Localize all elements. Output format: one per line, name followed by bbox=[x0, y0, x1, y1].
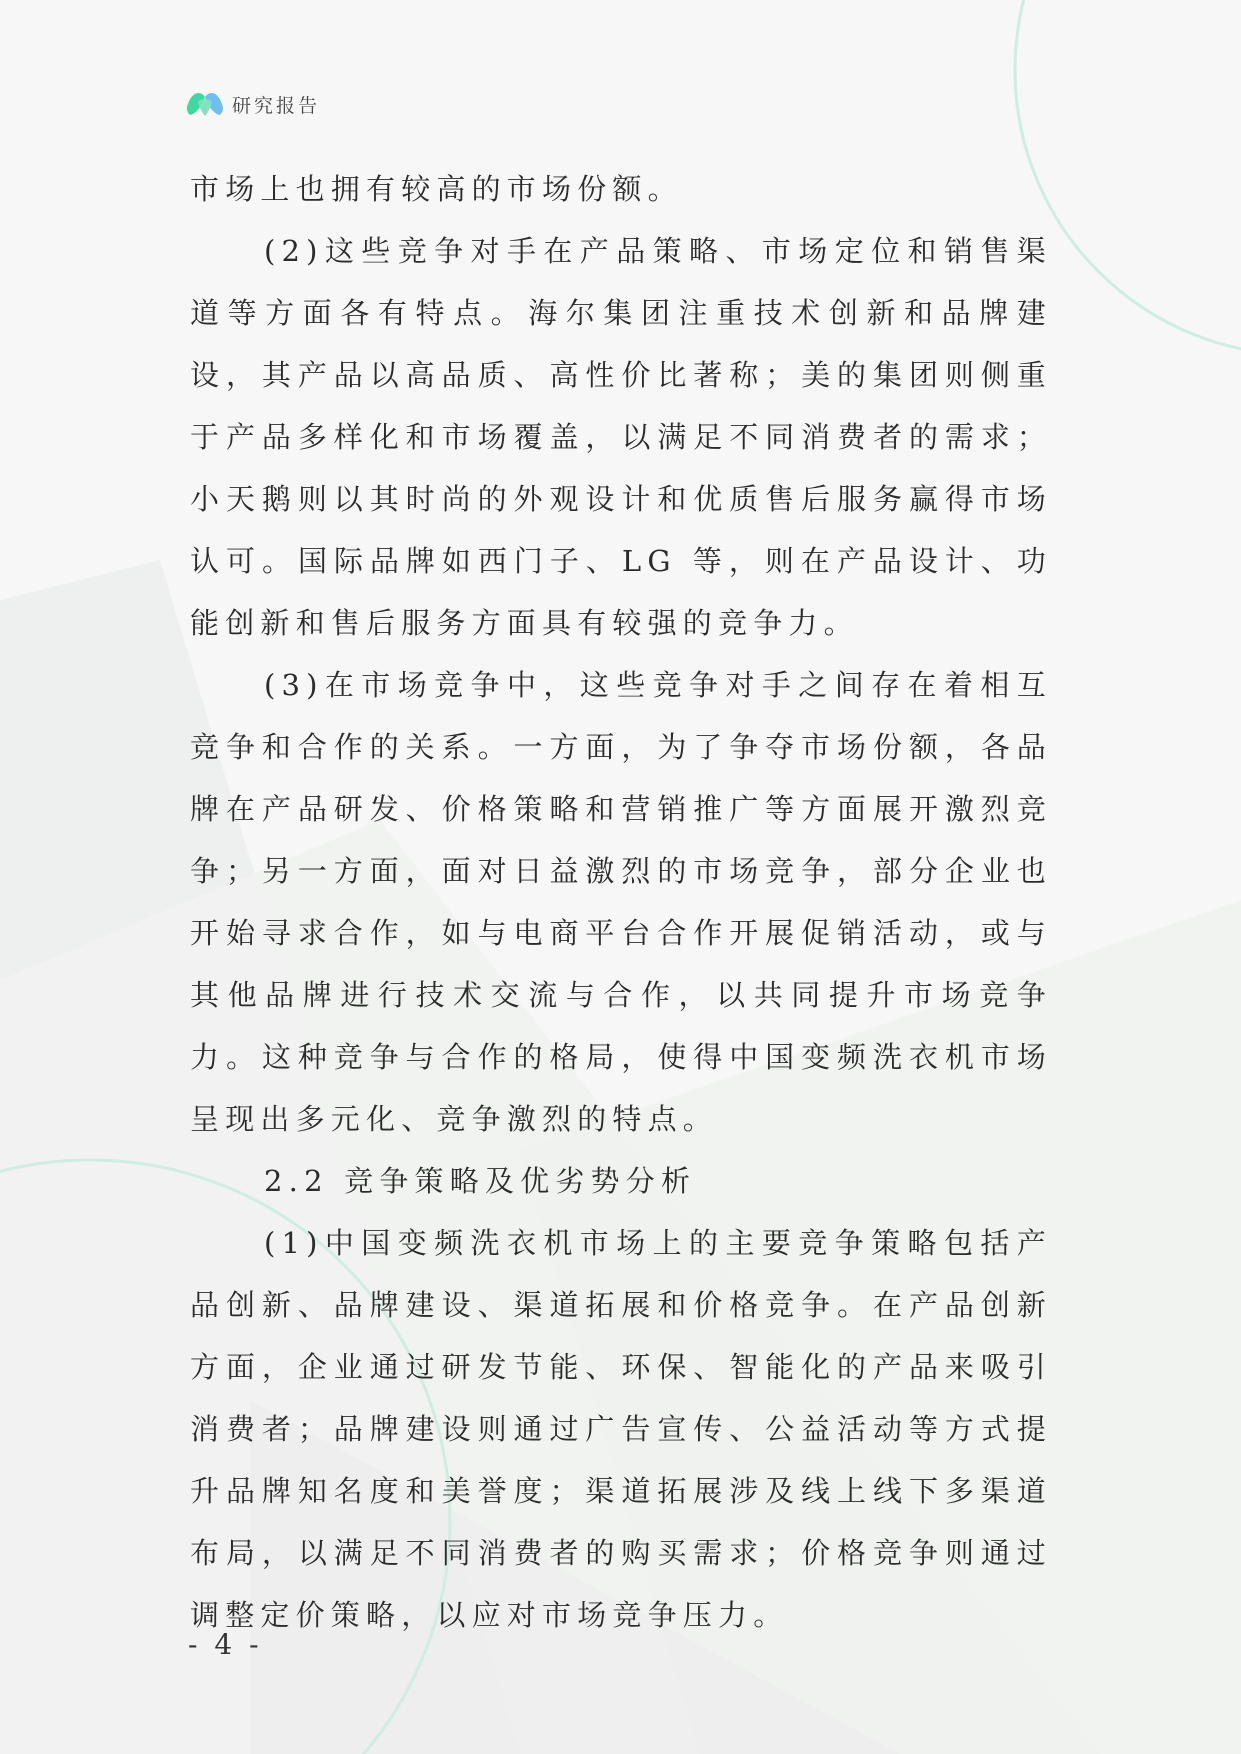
leaf-logo-icon bbox=[186, 88, 224, 120]
paragraph-competitive-strategies: (1)中国变频洗衣机市场上的主要竞争策略包括产品创新、品牌建设、渠道拓展和价格竞争。在产品创新方面，企业通过研发节能、环保、智能化的产品来吸引消费者；品牌建设则通过广告宣传、公益活动等方式提升品牌知名度和美誉度；渠道拓展涉及线上线下多渠道布局，以满足不同消费者的购买需求；价格竞争则通过调整定价策略，以应对市场竞争压力。 bbox=[190, 1226, 1052, 1632]
page-header bbox=[186, 88, 320, 120]
section-heading: 2.2 竞争策略及优劣势分析 bbox=[264, 1164, 697, 1198]
paragraph-competitor-features: (2)这些竞争对手在产品策略、市场定位和销售渠道等方面各有特点。海尔集团注重技术创新和品牌建设，其产品以高品质、高性价比著称；美的集团则侧重于产品多样化和市场覆盖，以满足不同消费者的需求；小天鹅则以其时尚的外观设计和优质售后服务赢得市场认可。国际品牌如西门子、LG 等，则在产品设计、功能创新和售后服务方面具有较强的竞争力。 bbox=[190, 234, 1052, 640]
header-title: 研究报告 bbox=[232, 94, 321, 117]
paragraph-competition-cooperation: (3)在市场竞争中，这些竞争对手之间存在着相互竞争和合作的关系。一方面，为了争夺市场份额，各品牌在产品研发、价格策略和营销推广等方面展开激烈竞争；另一方面，面对日益激烈的市场竞争，部分企业也开始寻求合作，如与电商平台合作开展促销活动，或与其他品牌进行技术交流与合作，以共同提升市场竞争力。这种竞争与合作的格局，使得中国变频洗衣机市场呈现出多元化、竞争激烈的特点。 bbox=[190, 668, 1052, 1136]
page-number: - 4 - bbox=[188, 1628, 263, 1661]
paragraph-continued: 市场上也拥有较高的市场份额。 bbox=[190, 172, 683, 206]
document-body bbox=[190, 158, 1052, 1646]
